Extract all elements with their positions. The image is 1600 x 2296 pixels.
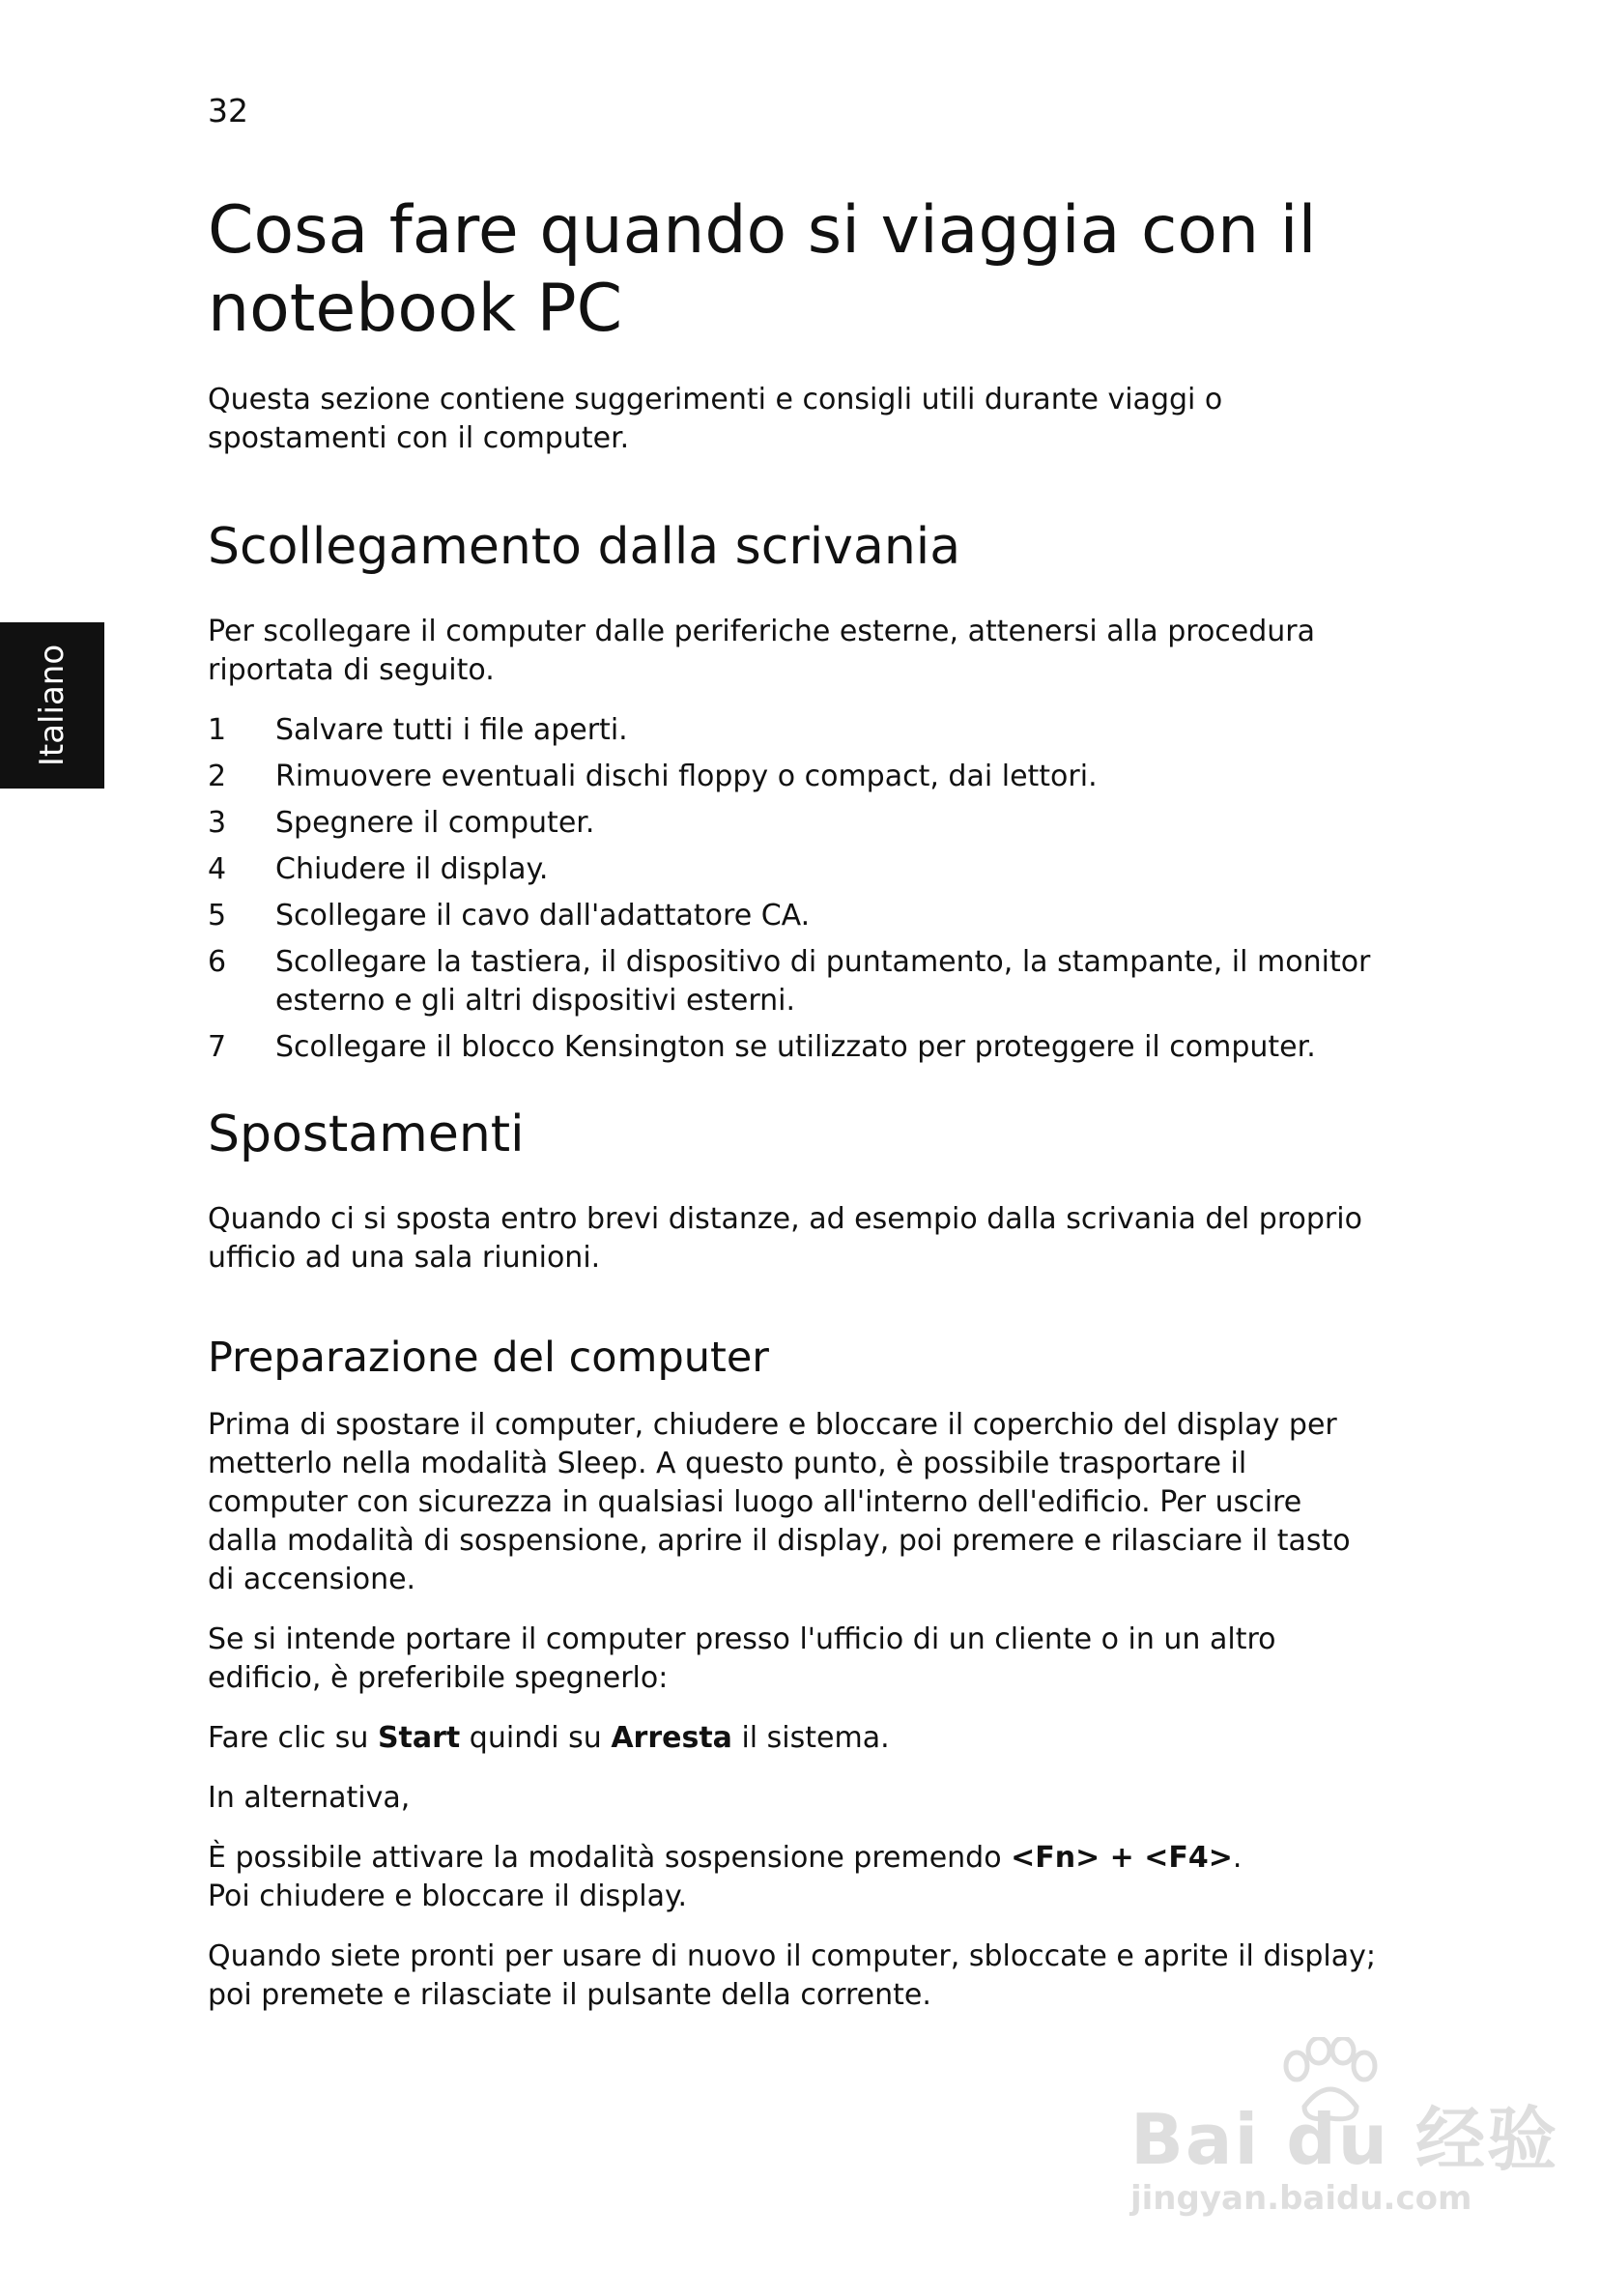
watermark-url: jingyan.baidu.com [1130, 2179, 1472, 2218]
list-item [208, 897, 1406, 935]
step-text: Salvare tutti i file aperti. [275, 713, 628, 747]
section3-paragraph-1 [208, 1406, 1406, 1599]
list-item [208, 850, 1406, 889]
intro-line-1: Questa sezione contiene suggerimenti e consigli utili durante viaggi o [208, 383, 1223, 416]
section3-paragraph-2 [208, 1621, 1406, 1698]
section1-intro-line-2: riportata di seguito. [208, 653, 495, 687]
intro-paragraph [208, 381, 1406, 458]
section3-paragraph-6 [208, 1937, 1406, 2015]
paragraph-line: metterlo nella modalità Sleep. A questo punto, è possibile trasportare il [208, 1447, 1247, 1480]
page-title [208, 191, 1406, 348]
baidu-watermark [1130, 2037, 1559, 2221]
step-text: Scollegare il cavo dall'adattatore CA. [275, 899, 811, 933]
paragraph-line: Quando siete pronti per usare di nuovo il computer, sbloccate e aprite il display; [208, 1939, 1376, 1973]
page-title-line2: notebook PC [208, 271, 623, 347]
step-text-line-1: Scollegare la tastiera, il dispositivo di puntamento, la stampante, il monitor [275, 945, 1371, 979]
paragraph-line: computer con sicurezza in qualsiasi luogo all'interno dell'edificio. Per uscire [208, 1485, 1302, 1519]
section1-intro-line-1: Per scollegare il computer dalle periferiche esterne, attenersi alla procedura [208, 615, 1316, 648]
section2-intro [208, 1200, 1406, 1277]
step-text-line-2: esterno e gli altri dispositivi esterni. [275, 984, 796, 1018]
paragraph-text: . [1232, 1841, 1243, 1875]
step-text: Scollegare il blocco Kensington se utilizzato per proteggere il computer. [275, 1030, 1316, 1064]
paragraph-line: Se si intende portare il computer presso l'ufficio di un cliente o in un altro [208, 1622, 1276, 1656]
intro-line-2: spostamenti con il computer. [208, 421, 630, 455]
page-number: 32 [208, 92, 248, 129]
key-combination: <Fn> + <F4> [1011, 1841, 1233, 1875]
step-number: 7 [208, 1030, 227, 1064]
list-item [208, 943, 1406, 1020]
paragraph-line: Poi chiudere e bloccare il display. [208, 1880, 688, 1913]
step-text: Spegnere il computer. [275, 806, 595, 840]
side-tab-label: Italiano [33, 644, 71, 767]
section-heading-spostamenti: Spostamenti [208, 1105, 525, 1163]
paragraph-text: È possibile attivare la modalità sospensione premendo [208, 1841, 1012, 1875]
section2-intro-line-2: ufficio ad una sala riunioni. [208, 1241, 601, 1275]
list-item [208, 758, 1406, 796]
page-content [208, 191, 1406, 2015]
subsection-heading-preparazione: Preparazione del computer [208, 1334, 769, 1382]
section3-paragraph-5 [208, 1839, 1406, 1916]
paragraph-text: Fare clic su [208, 1721, 378, 1755]
section3-paragraph-4: In alternativa, [208, 1781, 411, 1815]
paragraph-text: il sistema. [731, 1721, 890, 1755]
section-heading-scollegamento: Scollegamento dalla scrivania [208, 518, 961, 576]
language-side-tab [0, 622, 104, 789]
step-number: 2 [208, 760, 227, 793]
start-keyword: Start [377, 1721, 461, 1755]
steps-list [208, 711, 1406, 1067]
step-number: 1 [208, 713, 227, 747]
step-text [275, 943, 1406, 1020]
list-item [208, 1028, 1406, 1067]
list-item [208, 711, 1406, 750]
step-number: 6 [208, 945, 227, 979]
paragraph-line: Prima di spostare il computer, chiudere e bloccare il coperchio del display per [208, 1408, 1337, 1442]
section3-paragraph-3 [208, 1719, 1406, 1758]
section1-intro [208, 613, 1406, 690]
paragraph-line: poi premete e rilasciate il pulsante della corrente. [208, 1978, 931, 2012]
step-number: 4 [208, 852, 227, 886]
step-text: Chiudere il display. [275, 852, 549, 886]
paragraph-line: edificio, è preferibile spegnerlo: [208, 1661, 669, 1695]
page-title-line1: Cosa fare quando si viaggia con il [208, 192, 1317, 269]
paragraph-text: quindi su [460, 1721, 612, 1755]
paragraph-line: di accensione. [208, 1563, 416, 1596]
watermark-brand: Bai du 经验 [1130, 2099, 1559, 2180]
step-number: 5 [208, 899, 227, 933]
list-item [208, 804, 1406, 843]
arresta-keyword: Arresta [611, 1721, 732, 1755]
step-text: Rimuovere eventuali dischi floppy o compact, dai lettori. [275, 760, 1098, 793]
paragraph-line: dalla modalità di sospensione, aprire il display, poi premere e rilasciare il tasto [208, 1524, 1351, 1558]
step-number: 3 [208, 806, 227, 840]
section2-intro-line-1: Quando ci si sposta entro brevi distanze, ad esempio dalla scrivania del proprio [208, 1202, 1362, 1236]
